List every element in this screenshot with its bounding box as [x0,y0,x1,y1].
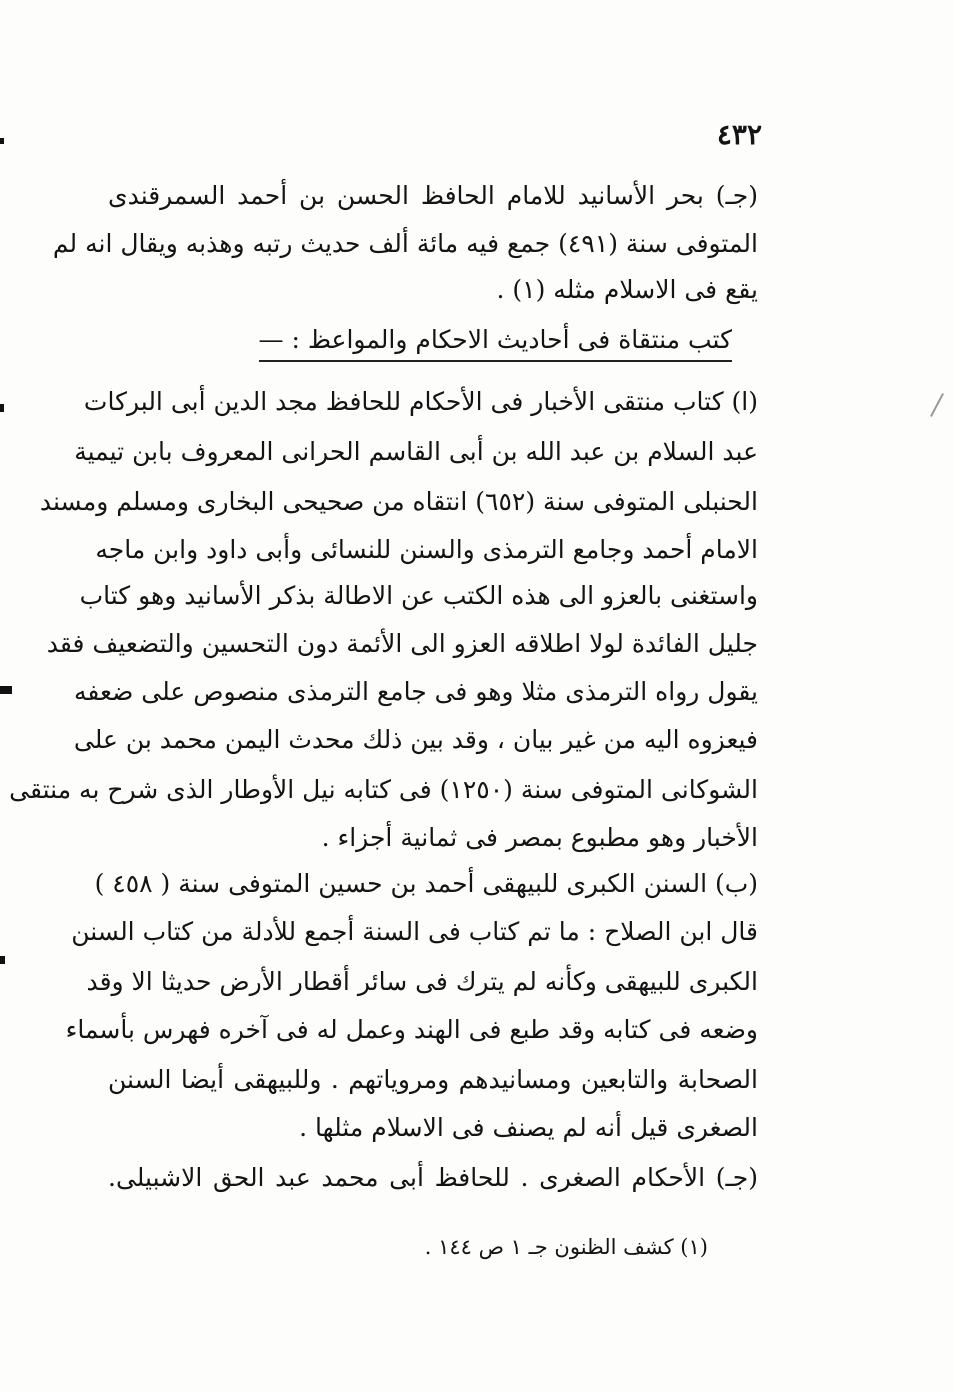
text-line: عبد السلام بن عبد الله بن أبى القاسم الحرانى المعروف بابن تيمية [74,437,758,466]
text-line: فيعزوه اليه من غير بيان ، وقد بين ذلك محدث اليمن محمد بن على [73,725,758,754]
text-line: المتوفى سنة (٤٩١) جمع فيه مائة ألف حديث رتبه وهذبه ويقال انه لم [52,229,758,258]
text-line: الصغرى قيل أنه لم يصنف فى الاسلام مثلها . [299,1113,758,1142]
text-line: (جـ) بحر الأسانيد للامام الحافظ الحسن بن أحمد السمرقندى [108,181,758,210]
scan-scratch [930,393,944,417]
section-heading: كتب منتقاة فى أحاديث الاحكام والمواعظ : — [259,322,733,362]
scan-mark [0,956,5,964]
text-line: الصحابة والتابعين ومسانيدهم ومروياتهم . وللبيهقى أيضا السنن [108,1065,758,1094]
text-line: (ب) السنن الكبرى للبيهقى أحمد بن حسين المتوفى سنة ( ٤٥٨ ) [94,869,758,898]
text-line: واستغنى بالعزو الى هذه الكتب عن الاطالة بذكر الأسانيد وهو كتاب [79,581,758,610]
scan-mark [0,404,4,412]
text-line: جليل الفائدة لولا اطلاقه العزو الى الأئمة دون التحسين والتضعيف فقد [46,629,758,658]
text-line: الشوكانى المتوفى سنة (١٢٥٠) فى كتابه نيل الأوطار الذى شرح به منتقى [9,775,758,804]
text-line: الأخبار وهو مطبوع بمصر فى ثمانية أجزاء . [321,823,758,852]
scan-mark [0,138,4,144]
text-line: الكبرى للبيهقى وكأنه لم يترك فى سائر أقطار الأرض حديثا الا وقد [86,967,758,996]
text-line: (ا) كتاب منتقى الأخبار فى الأحكام للحافظ مجد الدين أبى البركات [83,387,758,416]
text-line: قال ابن الصلاح : ما تم كتاب فى السنة أجمع للأدلة من كتاب السنن [71,917,758,946]
page-number: ٤٣٢ [716,118,762,151]
text-line: وضعه فى كتابه وقد طبع فى الهند وعمل له فى آخره فهرس بأسماء [65,1015,758,1044]
footnote: (١) كشف الظنون جـ ١ ص ١٤٤ . [424,1235,708,1259]
text-line: (جـ) الأحكام الصغرى . للحافظ أبى محمد عبد الحق الاشبيلى. [108,1163,758,1192]
text-line: يقع فى الاسلام مثله (١) . [496,275,758,304]
text-line: الحنبلى المتوفى سنة (٦٥٢) انتقاه من صحيحى البخارى ومسلم ومسند [39,487,758,516]
text-line: يقول رواه الترمذى مثلا وهو فى جامع الترمذى منصوص على ضعفه [73,677,758,706]
scan-mark [0,686,12,694]
text-line: الامام أحمد وجامع الترمذى والسنن للنسائى وأبى داود وابن ماجه [95,535,758,564]
